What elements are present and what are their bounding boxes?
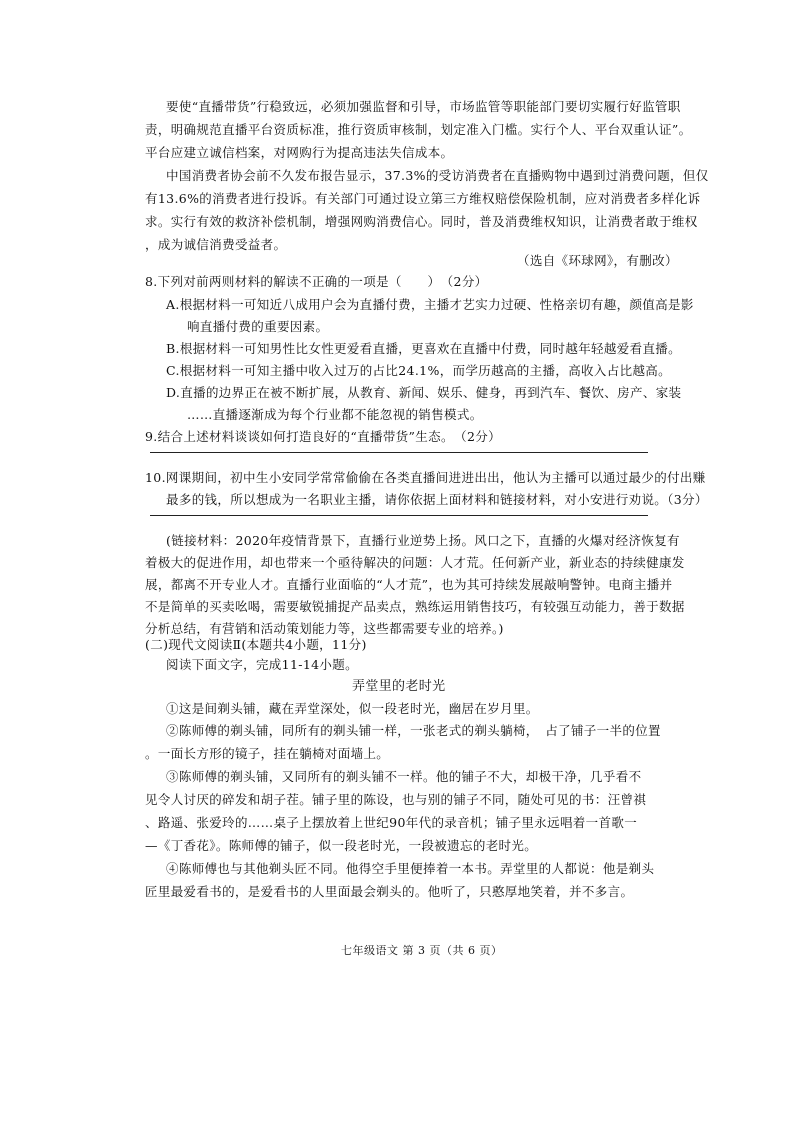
question-8-option-c: C.根据材料一可知主播中收入过万的占比24.1%，而学历越高的主播，高收入占比越高。 <box>166 363 672 378</box>
link-material-line: 展，都离不开专业人才。直播行业面临的“人才荒”，也为其可持续发展敲响警钟。电商主播并 <box>145 577 673 592</box>
material-paragraph-line: ，成为诚信消费受益者。 <box>145 237 287 252</box>
material-paragraph-line: 平台应建立诚信档案，对网购行为提高违法失信成本。 <box>145 145 454 160</box>
section-instruction: 阅读下面文字，完成11-14小题。 <box>166 657 358 672</box>
answer-line <box>150 515 648 516</box>
material-paragraph-line: 要使“直播带货”行稳致远，必须加强监督和引导，市场监管等职能部门要切实履行好监管职 <box>166 99 681 114</box>
answer-line <box>150 452 648 453</box>
question-10-stem: 10.网课期间，初中生小安同学常常偷偷在各类直播间进进出出，他认为主播可以通过最少的付出赚 <box>145 470 706 485</box>
article-paragraph-2-cont: 。一面长方形的镜子，挂在躺椅对面墙上。 <box>145 746 390 761</box>
question-8-option-d-cont: ……直播逐渐成为每个行业都不能忽视的销售模式。 <box>187 407 483 422</box>
article-paragraph-4: ④陈师傅也与其他剃头匠不同。他得空手里便捧着一本书。弄堂里的人都说：他是剃头 <box>166 861 655 876</box>
material-paragraph-line: 有13.6%的消费者进行投诉。有关部门可通过设立第三方维权赔偿保险机制，应对消费者多样化诉 <box>145 191 701 206</box>
question-8-option-b: B.根据材料一可知男性比女性更爱看直播，更喜欢在直播中付费，同时越年轻越爱看直播。 <box>166 341 682 356</box>
question-8-stem: 8.下列对前两则材料的解读不正确的一项是（ ） （2分） <box>145 274 488 289</box>
article-title: 弄堂里的老时光 <box>352 679 446 694</box>
article-paragraph-3: ③陈师傅的剃头铺，又同所有的剃头铺不一样。他的铺子不大，却极干净，几乎看不 <box>166 769 642 784</box>
question-8-option-d: D.直播的边界正在被不断扩展，从教育、新闻、娱乐、健身，再到汽车、餐饮、房产、家装 <box>166 385 682 400</box>
section-header: (二)现代文阅读Ⅱ(本题共4小题，11分) <box>145 637 367 652</box>
article-paragraph-3-cont: 、路遥、张爱玲的……桌子上摆放着上世纪90年代的录音机；铺子里永远唱着一首歌一 <box>145 815 638 830</box>
source-citation: （选自《环球网》，有删改） <box>517 253 678 268</box>
material-paragraph-line: 求。实行有效的救济补偿机制，增强网购消费信心。同时，普及消费维权知识，让消费者敢于维权 <box>145 214 698 229</box>
article-paragraph-1: ①这是间剃头铺，藏在弄堂深处，似一段老时光，幽居在岁月里。 <box>166 701 539 716</box>
article-paragraph-3-cont: 见令人讨厌的碎发和胡子茬。铺子里的陈设，也与别的铺子不同，随处可见的书：汪曾祺 <box>145 792 647 807</box>
question-10-stem-cont: 最多的钱，所以想成为一名职业主播，请你依据上面材料和链接材料，对小安进行劝说。（3分） <box>166 492 708 507</box>
article-paragraph-3-cont: —《丁香花》。陈师傅的铺子，似一段老时光，一段被遗忘的老时光。 <box>145 838 538 853</box>
question-9-stem: 9.结合上述材料谈谈如何打造良好的“直播带货”生态。 （2分） <box>145 429 502 444</box>
article-paragraph-2: ②陈师傅的剃头铺，同所有的剃头铺一样，一张老式的剃头躺椅， 占了铺子一半的位置 <box>166 723 661 738</box>
link-material-line: 着极大的促进作用，却也带来一个亟待解决的问题：人才荒。任何新产业，新业态的持续健康发 <box>145 555 685 570</box>
link-material-line: 分析总结，有营销和活动策划能力等，这些都需要专业的培养。) <box>145 621 504 636</box>
article-paragraph-4-cont: 匠里最爱看书的，是爱看书的人里面最会剃头的。他听了，只憨厚地笑着，并不多言。 <box>145 884 634 899</box>
page-footer: 七年级语文 第 3 页（共 6 页） <box>341 944 503 957</box>
material-paragraph-line: 责，明确规范直播平台资质标准，推行资质审核制，划定准入门槛。实行个人、平台双重认证”。 <box>145 122 692 137</box>
link-material-line: 不是简单的买卖吆喝，需要敏锐捕捉产品卖点，熟练运用销售技巧，有较强互动能力，善于数据 <box>145 599 685 614</box>
question-8-option-a-cont: 响直播付费的重要因素。 <box>187 319 329 334</box>
material-paragraph-line: 中国消费者协会前不久发布报告显示，37.3%的受访消费者在直播购物中遇到过消费问题，但仅 <box>166 168 709 183</box>
link-material-line: (链接材料：2020年疫情背景下，直播行业逆势上扬。风口之下，直播的火爆对经济恢复有 <box>166 533 680 548</box>
question-8-option-a: A.根据材料一可知近八成用户会为直播付费，主播才艺实力过硬、性格亲切有趣，颜值高是影 <box>166 297 694 312</box>
